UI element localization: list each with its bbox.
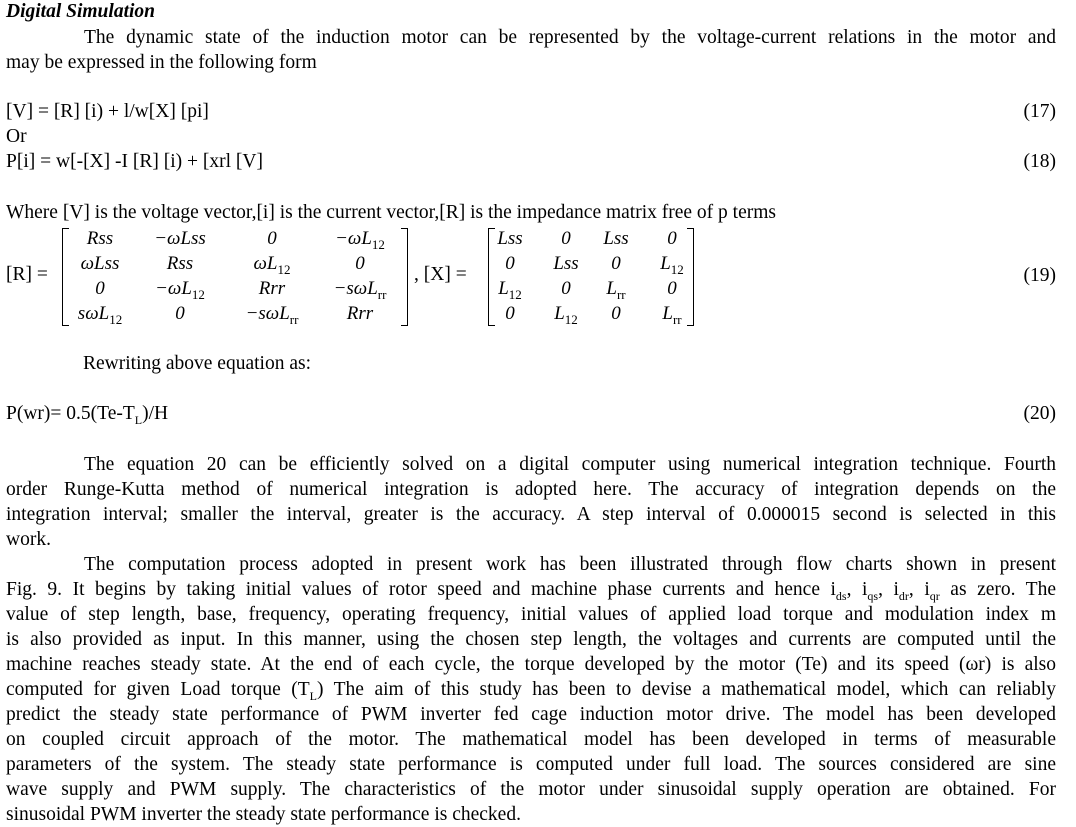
para1-line-1: The equation 20 can be efficiently solved on a digital computer using numerical integration technique. Fourth xyxy=(84,454,1056,475)
r-matrix-cell: $-\omega L_{12}$ xyxy=(155,278,205,302)
x-matrix-cell: 0 xyxy=(611,303,621,324)
x-matrix-cell: $L_{12}$ xyxy=(498,278,522,302)
x-matrix-cell: 0 xyxy=(611,253,621,274)
r-matrix-cell: −sωL$_{rr}$ xyxy=(333,278,387,302)
para2-line-2: Fig. 9. It begins by taking initial values of rotor speed and machine phase currents and hence $i_{ds}$, $i_{qs}$, $i_{dr}$, $i_{qr}$ as zero. The xyxy=(6,579,1056,603)
x-matrix-cell: 0 xyxy=(667,228,677,249)
para2-line-8: on coupled circuit approach of the motor. The mathematical model has been developed in terms of measurable xyxy=(6,729,1056,750)
para1-line-2: order Runge-Kutta method of numerical integration is adopted here. The accuracy of integration depends on the xyxy=(6,479,1056,500)
para2-line-9: parameters of the system. The steady state performance is computed under full load. The sources considered are sine xyxy=(6,754,1056,775)
x-matrix-cell: Lss xyxy=(553,253,579,274)
r-matrix-label: [R] = xyxy=(6,264,48,285)
para2-line-10: wave supply and PWM supply. The characteristics of the motor under sinusoidal supply operation are obtained. For xyxy=(6,779,1056,800)
r-matrix-cell: 0 xyxy=(355,253,365,274)
r-matrix-cell: $\omega L_{12}$ xyxy=(253,253,291,277)
r-matrix-cell: Rss xyxy=(166,253,194,274)
equation-17-number: (17) xyxy=(1023,101,1056,122)
intro-line-1: The dynamic state of the induction motor can be represented by the voltage-current relations in the motor and xyxy=(84,27,1056,48)
r-matrix-cell: −sωL$_{rr}$ xyxy=(245,303,299,327)
x-matrix-cell: 0 xyxy=(561,278,571,299)
para1-line-4: work. xyxy=(6,529,51,550)
r-matrix xyxy=(62,228,408,328)
x-matrix-cell: 0 xyxy=(667,278,677,299)
or-text: Or xyxy=(6,126,27,147)
r-matrix-cell: Rrr xyxy=(346,303,374,324)
equation-20: $P(wr)= 0.5(Te-T_L)/H$ xyxy=(6,403,169,427)
x-matrix-cell: $L_{rr}$ xyxy=(662,303,682,327)
x-matrix-label: , [X] = xyxy=(414,264,467,285)
r-matrix-cell: ωLss xyxy=(80,253,120,274)
r-matrix-cell: $-\omega L_{12}$ xyxy=(335,228,385,252)
para2-line-3: value of step length, base, frequency, operating frequency, initial values of applied load torque and modulation index m xyxy=(6,604,1056,625)
equation-20-number: (20) xyxy=(1023,403,1056,424)
x-matrix-left-bracket xyxy=(488,228,495,326)
x-matrix xyxy=(488,228,694,328)
para2-line-4: is also provided as input. In this manner, using the chosen step length, the voltages and currents are computed until the xyxy=(6,629,1056,650)
r-matrix-cell: 0 xyxy=(175,303,185,324)
para2-line-6: computed for given Load torque $(T_L)$ The aim of this study has been to devise a mathematical model, which can reliably xyxy=(6,679,1057,703)
rewriting-text: Rewriting above equation as: xyxy=(83,353,311,374)
equation-18: P[i] = w[-[X] -I [R] [i) + [xrl [V] xyxy=(6,151,263,172)
para2-line-11: sinusoidal PWM inverter the steady state performance is checked. xyxy=(6,804,521,825)
x-matrix-cell: $L_{12}$ xyxy=(554,303,578,327)
x-matrix-cell: $L_{rr}$ xyxy=(606,278,626,302)
r-matrix-left-bracket xyxy=(62,228,69,326)
x-matrix-cell: Lss xyxy=(603,228,629,249)
r-matrix-cell: Rrr xyxy=(258,278,286,299)
where-text: Where [V] is the voltage vector,[i] is the current vector,[R] is the impedance matrix free of p terms xyxy=(6,202,777,223)
r-matrix-cell: sωL$_{12}$ xyxy=(77,303,123,327)
x-matrix-cell: 0 xyxy=(561,228,571,249)
equation-17: [V] = [R] [i) + l/w[X] [pi] xyxy=(6,101,209,122)
x-matrix-cell: $L_{12}$ xyxy=(660,253,684,277)
x-matrix-cell: 0 xyxy=(505,303,515,324)
r-matrix-cell: Rss xyxy=(86,228,114,249)
para1-line-3: integration interval; smaller the interval, greater is the accuracy. A step interval of 0.000015 second is selected in this xyxy=(6,504,1056,525)
r-matrix-cell: 0 xyxy=(267,228,277,249)
equation-18-number: (18) xyxy=(1023,151,1056,172)
r-matrix-cell: 0 xyxy=(95,278,105,299)
r-matrix-cell: −ωLss xyxy=(154,228,206,249)
r-matrix-right-bracket xyxy=(401,228,408,326)
intro-line-2: may be expressed in the following form xyxy=(6,52,317,73)
section-title: Digital Simulation xyxy=(6,1,156,22)
x-matrix-cell: Lss xyxy=(497,228,523,249)
matrix-equation-19 xyxy=(0,228,1076,328)
x-matrix-right-bracket xyxy=(687,228,694,326)
para2-line-1: The computation process adopted in present work has been illustrated through flow charts shown in present xyxy=(84,554,1056,575)
equation-19-number: (19) xyxy=(1023,265,1056,286)
x-matrix-cell: 0 xyxy=(505,253,515,274)
para2-line-7: predict the steady state performance of PWM inverter fed cage induction motor drive. The model has been developed xyxy=(6,704,1056,725)
para2-line-5: machine reaches steady state. At the end of each cycle, the torque developed by the motor (Te) and its speed (ωr) is also xyxy=(6,654,1056,675)
